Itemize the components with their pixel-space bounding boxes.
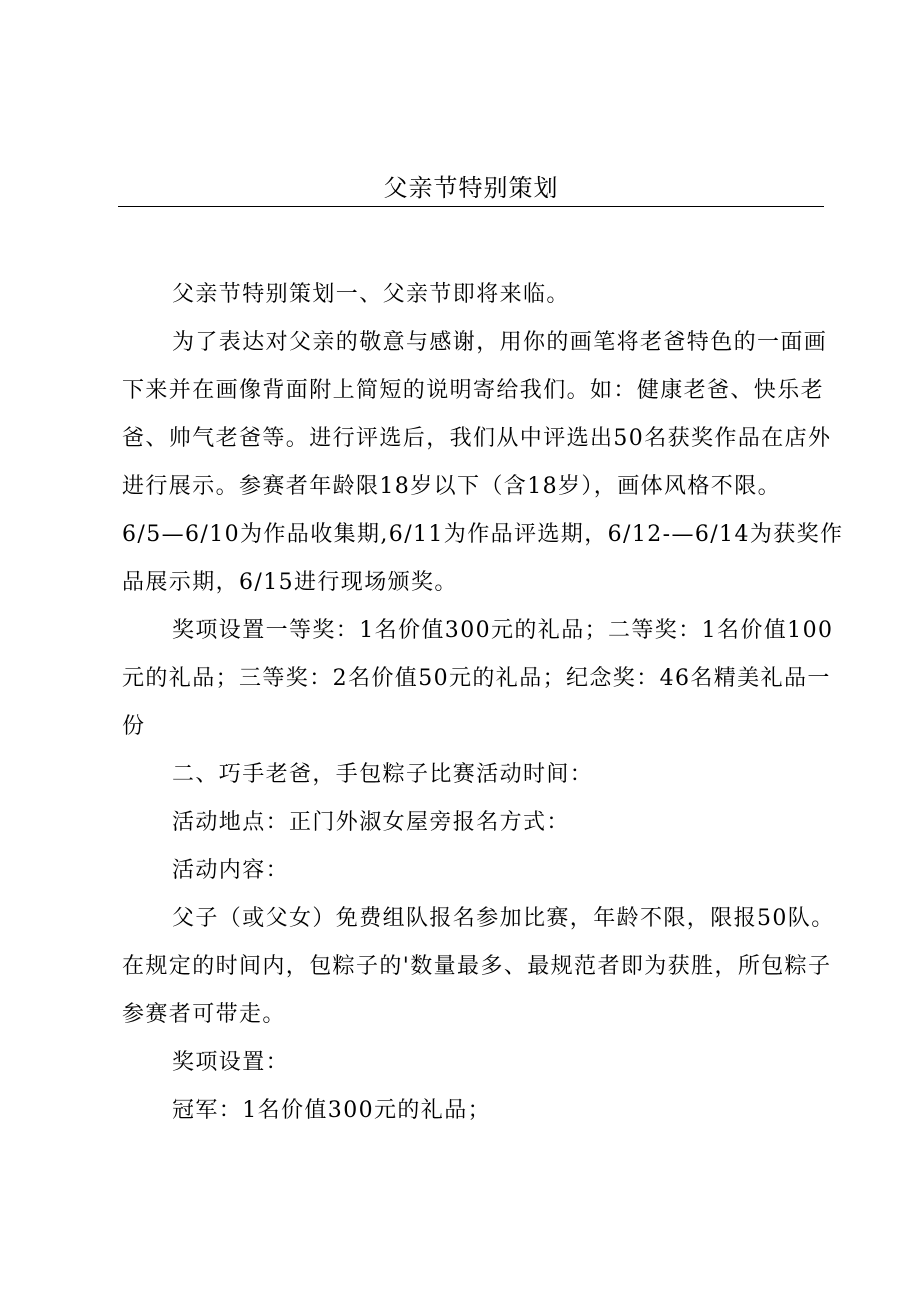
paragraph-content-heading	[122, 847, 842, 895]
paragraph-awards-heading	[122, 1039, 842, 1087]
text-line: 爸、帅气老爸等。进行评选后，我们从中评选出50名获奖作品在店外	[122, 426, 832, 451]
text-line: 在规定的时间内，包粽子的'数量最多、最规范者即为获胜，所包粽子	[122, 954, 832, 979]
paragraph-drawing-contest	[122, 319, 842, 607]
text-line: 冠军：1名价值300元的礼品；	[172, 1098, 491, 1123]
text-line: 奖项设置：	[172, 1050, 290, 1075]
text-line: 品展示期，6/15进行现场颁奖。	[122, 570, 458, 595]
paragraph-zongzi-heading	[122, 751, 842, 799]
paragraph-zongzi-rules	[122, 895, 842, 1039]
text-line: 二、巧手老爸，手包粽子比赛活动时间：	[172, 762, 594, 787]
text-line: 6/5—6/10为作品收集期,6/11为作品评选期，6/12-—6/14为获奖作	[122, 522, 844, 547]
paragraph-champion	[122, 1087, 842, 1135]
text-line: 父子（或父女）免费组队报名参加比赛，年龄不限，限报50队。	[172, 906, 835, 931]
text-line: 父亲节特别策划一、父亲节即将来临。	[172, 282, 570, 307]
title-underline-block	[118, 170, 824, 207]
text-line: 进行展示。参赛者年龄限18岁以下（含18岁），画体风格不限。	[122, 474, 781, 499]
paragraph-intro	[122, 271, 842, 319]
paragraph-location	[122, 799, 842, 847]
document-body	[122, 271, 842, 1135]
text-line: 下来并在画像背面附上简短的说明寄给我们。如：健康老爸、快乐老	[122, 378, 825, 403]
text-line: 参赛者可带走。	[122, 1002, 286, 1027]
text-line: 活动地点：正门外淑女屋旁报名方式：	[172, 810, 570, 835]
text-line: 为了表达对父亲的敬意与感谢，用你的画笔将老爸特色的一面画	[172, 330, 828, 355]
text-line: 份	[122, 714, 146, 739]
page-title: 父亲节特别策划	[383, 174, 559, 202]
text-line: 活动内容：	[172, 858, 290, 883]
paragraph-awards	[122, 607, 842, 751]
text-line: 奖项设置一等奖：1名价值300元的礼品；二等奖：1名价值100	[172, 618, 834, 643]
text-line: 元的礼品；三等奖：2名价值50元的礼品；纪念奖：46名精美礼品一	[122, 666, 831, 691]
